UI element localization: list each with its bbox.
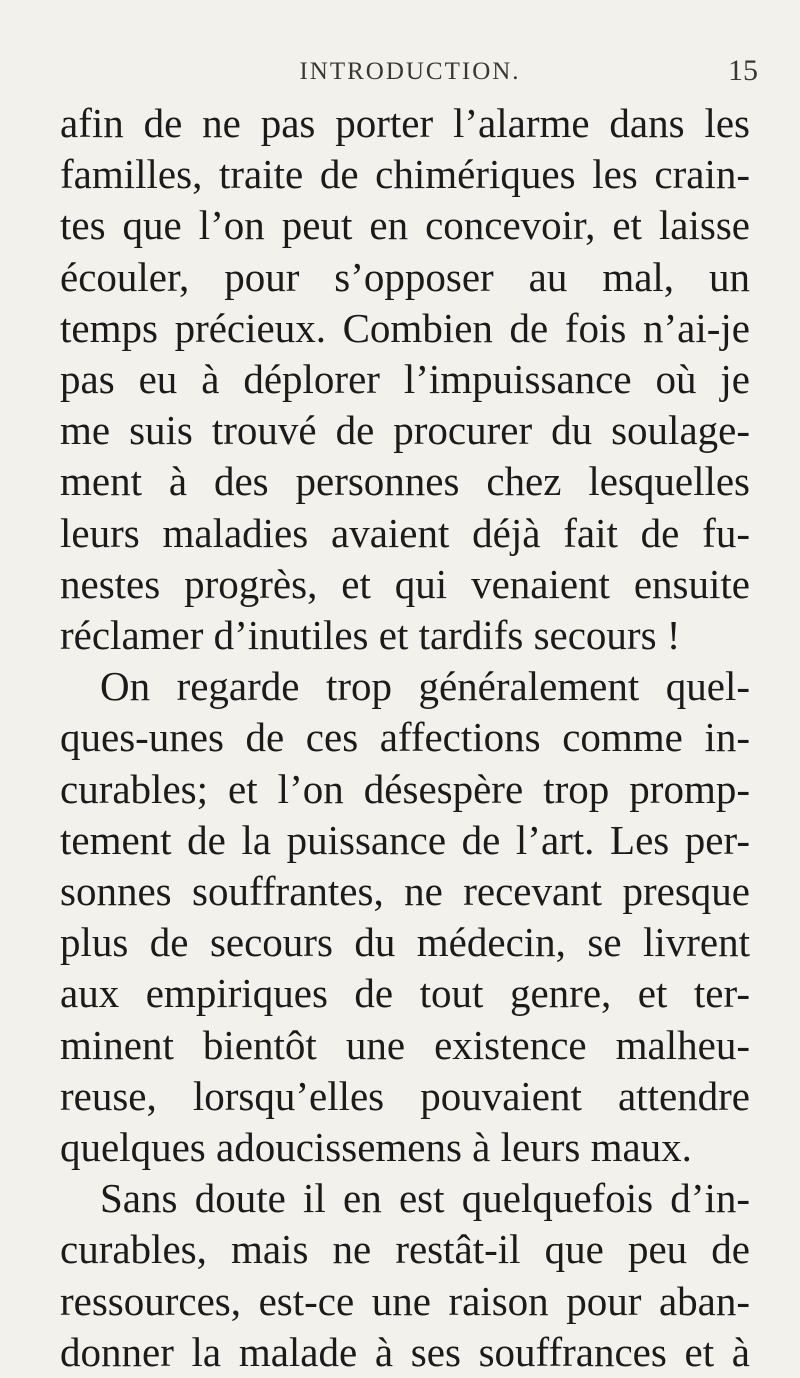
text-line: minent bientôt une existence malheu- — [60, 1021, 750, 1068]
text-line: tes que l’on peut en concevoir, et laisse — [60, 202, 750, 249]
text-line: sonnes souffrantes, ne recevant presque — [60, 868, 750, 915]
text-line: pas eu à déplorer l’impuissance où je — [60, 356, 750, 403]
text-line: plus de secours du médecin, se livrent — [60, 919, 750, 966]
text-line: ment à des personnes chez lesquelles — [60, 458, 750, 505]
text-line: donner la malade à ses souffrances et à — [60, 1328, 750, 1375]
text-line: tement de la puissance de l’art. Les per- — [60, 816, 750, 863]
body-text — [60, 98, 750, 1378]
text-line: aux empiriques de tout genre, et ter- — [60, 970, 750, 1017]
text-line: ressources, est-ce une raison pour aban- — [60, 1277, 750, 1324]
text-line: afin de ne pas porter l’alarme dans les — [60, 100, 750, 146]
text-line: familles, traite de chimériques les crain- — [60, 151, 750, 198]
text-line: Sans doute il en est quelquefois d’in- — [100, 1175, 750, 1222]
text-line: temps précieux. Combien de fois n’ai-je — [60, 304, 750, 351]
text-line: curables, mais ne restât-il que peu de — [60, 1226, 750, 1273]
text-line: quelques adoucissemens à leurs maux. — [60, 1124, 692, 1171]
text-line: leurs maladies avaient déjà fait de fu- — [60, 509, 750, 556]
text-line: écouler, pour s’opposer au mal, un — [60, 253, 750, 300]
text-line: réclamer d’inutiles et tardifs secours ! — [60, 612, 681, 659]
running-title: INTRODUCTION. — [299, 58, 521, 85]
running-header — [60, 50, 760, 90]
text-line: On regarde trop généralement quel- — [100, 663, 750, 710]
text-line: ques-unes de ces affections comme in- — [60, 714, 750, 761]
text-line: curables; et l’on désespère trop promp- — [60, 765, 750, 812]
text-line: reuse, lorsqu’elles pouvaient attendre — [60, 1072, 750, 1119]
page-number: 15 — [728, 54, 758, 87]
text-line: me suis trouvé de procurer du soulage- — [60, 407, 750, 454]
text-line: nestes progrès, et qui venaient ensuite — [60, 560, 750, 607]
